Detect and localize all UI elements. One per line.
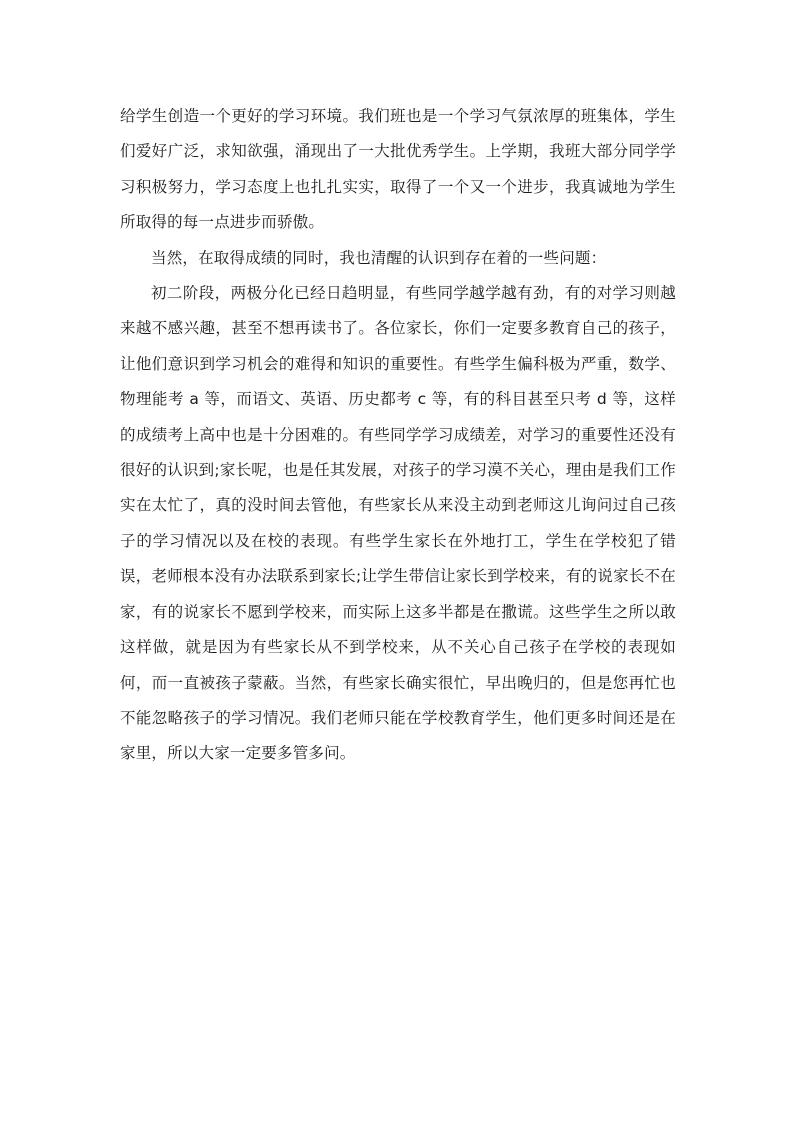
paragraph-grade-two-issues: 初二阶段，两极分化已经日趋明显，有些同学越学越有劲，有的对学习则越来越不感兴趣，甚至不想再读书了。各位家长，你们一定要多教育自己的孩子，让他们意识到学习机会的难得和知识的重要性。有些学生偏科极为严重，数学、物理能考 a 等，而语文、英语、历史都考 c 等，有的科目甚至只考 d 等，这样的成绩考上高中也是十分困难的。有些同学学习成绩差，对学习的重要性还没有很好的认识到;家长呢，也是任其发展，对孩子的学习漠不关心，理由是我们工作实在太忙了，真的没时间去管他，有些家长从来没主动到老师这儿询问过自己孩子的学习情况以及在校的表现。有些学生家长在外地打工，学生在学校犯了错误，老师根本没有办法联系到家长;让学生带信让家长到学校来，有的说家长不在家，有的说家长不愿到学校来，而实际上这多半都是在撒谎。这些学生之所以敢这样做，就是因为有些家长从不到学校来，从不关心自己孩子在学校的表现如何，而一直被孩子蒙蔽。当然，有些家长确实很忙，早出晚归的，但是您再忙也不能忽略孩子的学习情况。我们老师只能在学校教育学生，他们更多时间还是在家里，所以大家一定要多管多问。 xyxy=(120,284,676,763)
paragraph-issues-intro: 当然，在取得成绩的同时，我也清醒的认识到存在着的一些问题： xyxy=(151,248,607,267)
paragraph-continuation: 给学生创造一个更好的学习环境。我们班也是一个学习气氛浓厚的班集体，学生们爱好广泛，求知欲强，涌现出了一大批优秀学生。上学期，我班大部分同学学习积极努力，学习态度上也扎扎实实，取得了一个又一个进步，我真诚地为学生所取得的每一点进步而骄傲。 xyxy=(120,107,676,232)
document-body xyxy=(120,99,676,772)
